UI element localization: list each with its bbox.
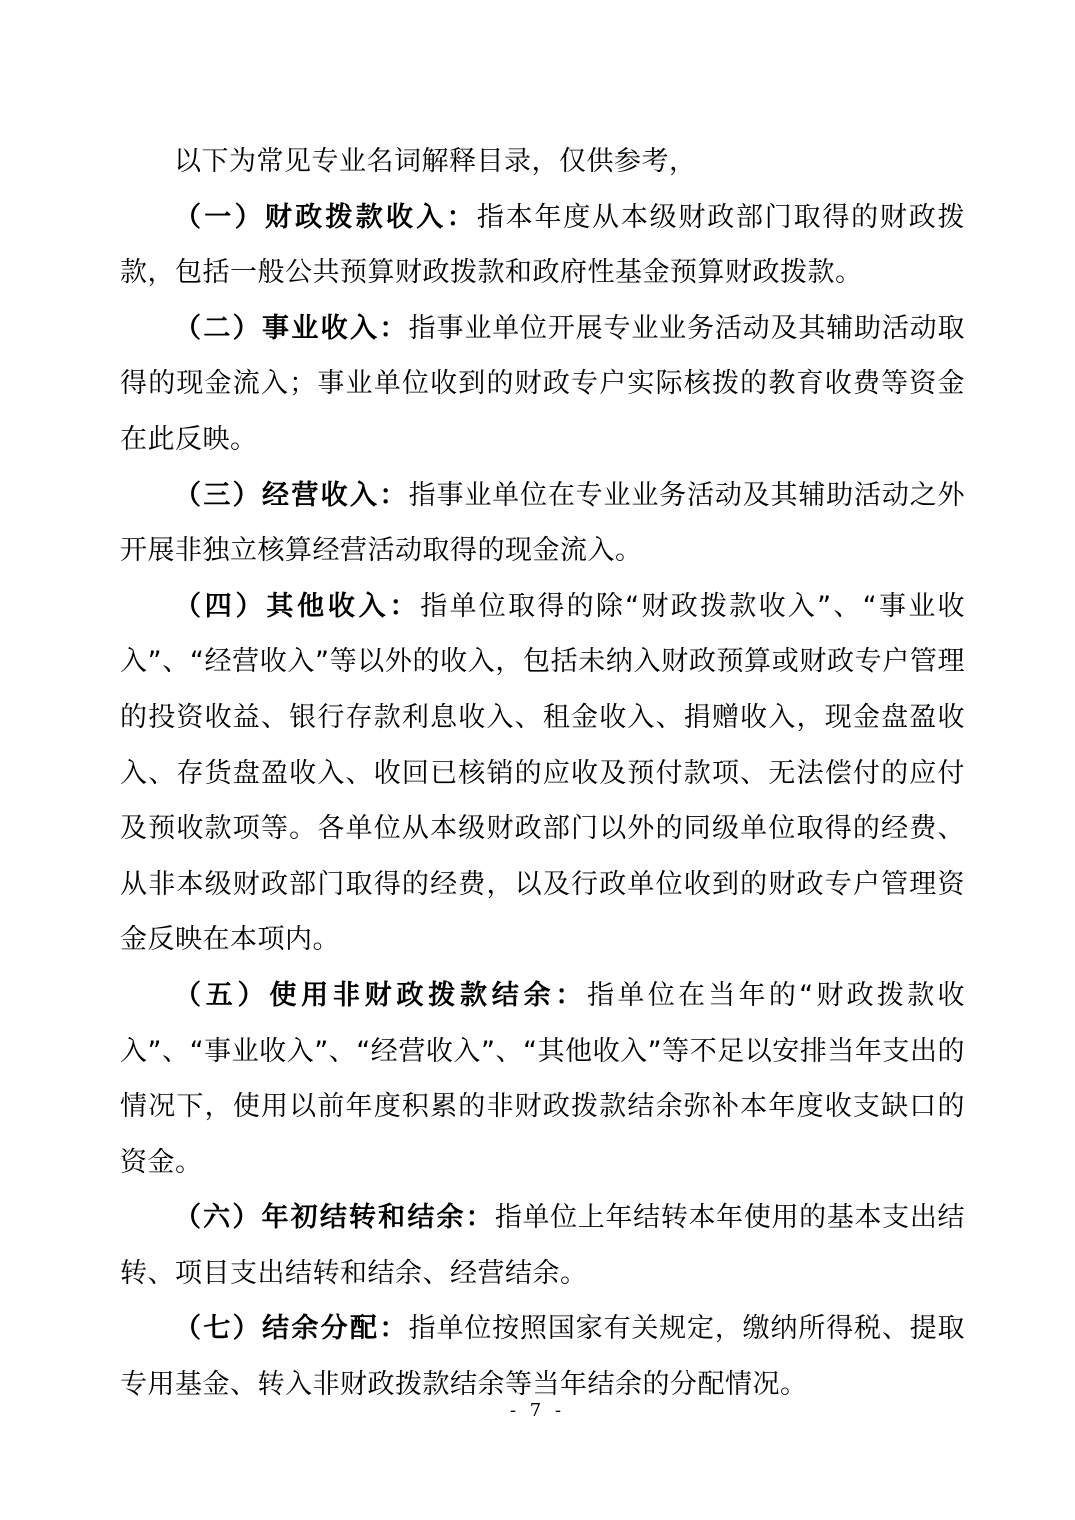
definition-text: 指本年度从本级财政部门取得的财政拨款，包括一般公共预算财政拨款和政府性基金预算财政拨款。 <box>120 201 966 289</box>
definition-paragraph <box>120 468 965 579</box>
definition-term: （四）其他收入： <box>174 590 421 622</box>
definition-paragraph <box>120 1190 965 1301</box>
definition-term: （七）结余分配： <box>174 1313 409 1345</box>
definition-text: 指单位按照国家有关规定，缴纳所得税、提取专用基金、转入非财政拨款结余等当年结余的分配情况。 <box>120 1313 966 1401</box>
definition-text: 指单位取得的除“财政拨款收入”、“事业收入”、“经营收入”等以外的收入，包括未纳入财政预算或财政专户管理的投资收益、银行存款利息收入、租金收入、捐赠收入，现金盘盈收入、存货盘盈收入、收回已核销的应收及预付款项、无法偿付的应付及预收款项等。各单位从本级财政部门以外的同级单位取得的经费、从非本级财政部门取得的经费，以及行政单位收到的财政专户管理资金反映在本项内。 <box>120 590 965 956</box>
definition-text: 指事业单位在专业业务活动及其辅助活动之外开展非独立核算经营活动取得的现金流入。 <box>120 479 966 567</box>
definition-term: （五）使用非财政拨款结余： <box>174 979 588 1011</box>
definition-text: 指单位在当年的“财政拨款收入”、“事业收入”、“经营收入”、“其他收入”等不足以安排当年支出的情况下，使用以前年度积累的非财政拨款结余弥补本年度收支缺口的资金。 <box>120 979 965 1178</box>
definition-paragraph <box>120 1301 965 1412</box>
definition-term: （二）事业收入： <box>174 312 409 344</box>
definition-term: （一）财政拨款收入： <box>174 201 477 233</box>
definition-text: 指单位上年结转本年使用的基本支出结转、项目支出结转和结余、经营结余。 <box>120 1202 966 1289</box>
intro-paragraph: 以下为常见专业名词解释目录，仅供参考， <box>174 146 697 177</box>
definition-text: 指事业单位开展专业业务活动及其辅助活动取得的现金流入；事业单位收到的财政专户实际核拨的教育收费等资金在此反映。 <box>120 312 966 455</box>
definition-paragraph <box>120 190 965 301</box>
definition-paragraph <box>120 301 965 468</box>
definition-paragraph <box>120 968 965 1190</box>
definition-paragraph <box>120 579 965 968</box>
definition-term: （六）年初结转和结余： <box>174 1202 495 1234</box>
document-body <box>120 134 965 1413</box>
definition-term: （三）经营收入： <box>174 479 409 511</box>
page-number: - 7 - <box>509 1400 566 1421</box>
